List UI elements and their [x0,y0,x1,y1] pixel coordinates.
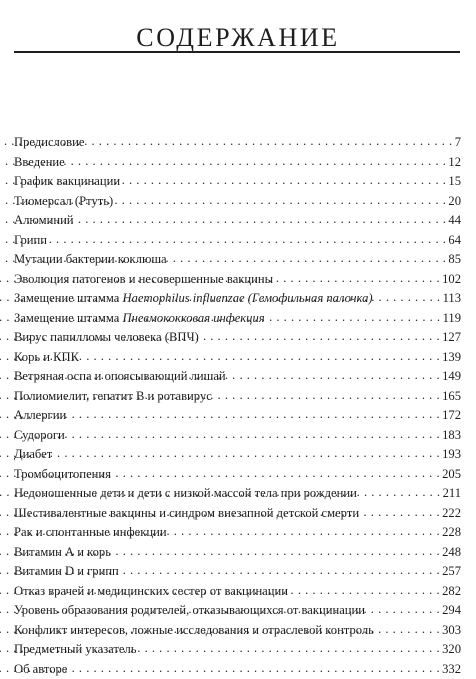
toc-entry [14,582,461,602]
toc-page-number: 15 [448,172,461,192]
dot-leader [375,288,441,308]
toc-entry [14,289,461,309]
toc-page-number: 119 [443,309,461,329]
toc-entry [14,640,461,660]
dot-leader [67,425,440,445]
dot-leader [169,249,447,269]
toc-page-number: 282 [442,582,461,602]
table-of-contents [14,133,461,679]
toc-page-number: 139 [442,348,461,368]
toc-entry [14,250,461,270]
toc-page-number: 193 [442,445,461,465]
toc-page-number: 149 [442,367,461,387]
toc-entry [14,133,461,153]
toc-page-number: 85 [448,250,461,270]
toc-entry [14,445,461,465]
toc-entry-title-text: Об авторе [14,662,67,676]
toc-page-number: 257 [442,562,461,582]
dot-leader [290,581,440,601]
toc-entry-title-text: Корь и КПК [14,350,79,364]
dot-leader [214,386,440,406]
toc-page-number: 12 [448,153,461,173]
toc-entry-title-text: Шестивалентные вакцины и синдром внезапной детской смерти [14,506,359,520]
title-rule [14,51,460,53]
toc-page-number: 44 [448,211,461,231]
toc-page-number: 211 [443,484,461,504]
dot-leader [113,464,440,484]
toc-page-number: 64 [448,231,461,251]
toc-page-number: 205 [442,465,461,485]
toc-page-number: 248 [442,543,461,563]
toc-entry-title-text: Вирус папилломы человека (ВПЧ) [14,330,199,344]
dot-leader [267,308,441,328]
dot-leader [361,503,440,523]
dot-leader [113,542,440,562]
toc-entry [14,601,461,621]
toc-entry [14,328,461,348]
dot-leader [228,366,440,386]
dot-leader [376,620,440,640]
dot-leader [359,483,441,503]
toc-page-number: 228 [442,523,461,543]
toc-entry-title-text: Замещение штамма [14,291,123,305]
toc-entry [14,523,461,543]
dot-leader [367,600,440,620]
toc-page-number: 303 [442,621,461,641]
toc-entry-title-text: Судороги [14,428,65,442]
toc-entry-title-text: Недоношенные дети и дети с низкой массой тела при рождении [14,486,357,500]
toc-entry-title-text: Витамин D и грипп [14,564,119,578]
toc-entry [14,562,461,582]
toc-entry-title-text: Рак и спонтанные инфекции [14,525,167,539]
toc-entry-title-text: Аллергии [14,408,66,422]
toc-entry-title-text: График вакцинации [14,174,120,188]
toc-entry [14,211,461,231]
toc-entry-title-text: Мутации бактерии коклюша [14,252,167,266]
dot-leader [275,269,440,289]
dot-leader [68,405,440,425]
toc-entry-title-text: Предметный указатель [14,642,137,656]
toc-entry [14,192,461,212]
toc-entry-title-text: Тиомерсал (Ртуть) [14,194,113,208]
page-title: СОДЕРЖАНИЕ [0,21,476,55]
toc-page-number: 172 [442,406,461,426]
toc-entry [14,153,461,173]
toc-page-number: 113 [443,289,461,309]
toc-entry [14,504,461,524]
dot-leader [121,561,440,581]
toc-entry-title-text: Замещение штамма [14,311,123,325]
dot-leader [49,230,446,250]
toc-entry-title-text: Введение [14,155,65,169]
toc-page-number: 20 [448,192,461,212]
toc-page-number: 222 [442,504,461,524]
toc-entry-title-text: Ветряная оспа и опоясывающий лишай [14,369,226,383]
toc-page-number: 183 [442,426,461,446]
toc-entry-title-text: Уровень образования родителей, отказывающихся от вакцинации [14,603,365,617]
toc-entry-title-italic: Пневмококковая инфекция [123,311,265,325]
toc-entry [14,406,461,426]
toc-entry-title-text: Диабет [14,447,52,461]
toc-entry [14,309,461,329]
dot-leader [115,191,446,211]
toc-entry [14,484,461,504]
toc-entry-title-text: Тромбоцитопения [14,467,111,481]
toc-entry-title-text: Эволюция патогенов и несовершенные вакцины [14,272,273,286]
toc-entry-title-text: Отказ врачей и медицинских сестер от вакцинации [14,584,288,598]
toc-entry [14,387,461,407]
toc-page-number: 7 [455,133,461,153]
toc-entry [14,270,461,290]
dot-leader [169,522,441,542]
toc-entry-title-text: Конфликт интересов, ложные исследования и отраслевой контроль [14,623,374,637]
toc-entry [14,621,461,641]
dot-leader [122,171,446,191]
dot-leader [81,347,440,367]
toc-entry [14,543,461,563]
toc-page-number: 332 [442,660,461,679]
toc-page-number: 320 [442,640,461,660]
toc-entry [14,231,461,251]
toc-entry-title-text: Предисловие [14,135,84,149]
dot-leader [67,152,447,172]
toc-entry [14,465,461,485]
toc-entry-title-text: Полиомиелит, гепатит В и ротавирус [14,389,212,403]
dot-leader [76,210,447,230]
toc-page-number: 294 [442,601,461,621]
toc-entry-title-text: Грипп [14,233,47,247]
toc-page-number: 127 [442,328,461,348]
dot-leader [69,659,440,679]
toc-entry [14,348,461,368]
toc-entry [14,367,461,387]
dot-leader [201,327,440,347]
toc-entry [14,172,461,192]
toc-page-number: 102 [442,270,461,290]
dot-leader [54,444,440,464]
toc-entry-title-text: Алюминий [14,213,74,227]
dot-leader [86,132,452,152]
toc-entry-title-text: Витамин А и корь [14,545,111,559]
toc-page-number: 165 [442,387,461,407]
toc-entry [14,660,461,679]
toc-entry [14,426,461,446]
dot-leader [139,639,441,659]
toc-entry-title-italic: Haemophilus influenzae (Гемофильная палочка) [123,291,373,305]
